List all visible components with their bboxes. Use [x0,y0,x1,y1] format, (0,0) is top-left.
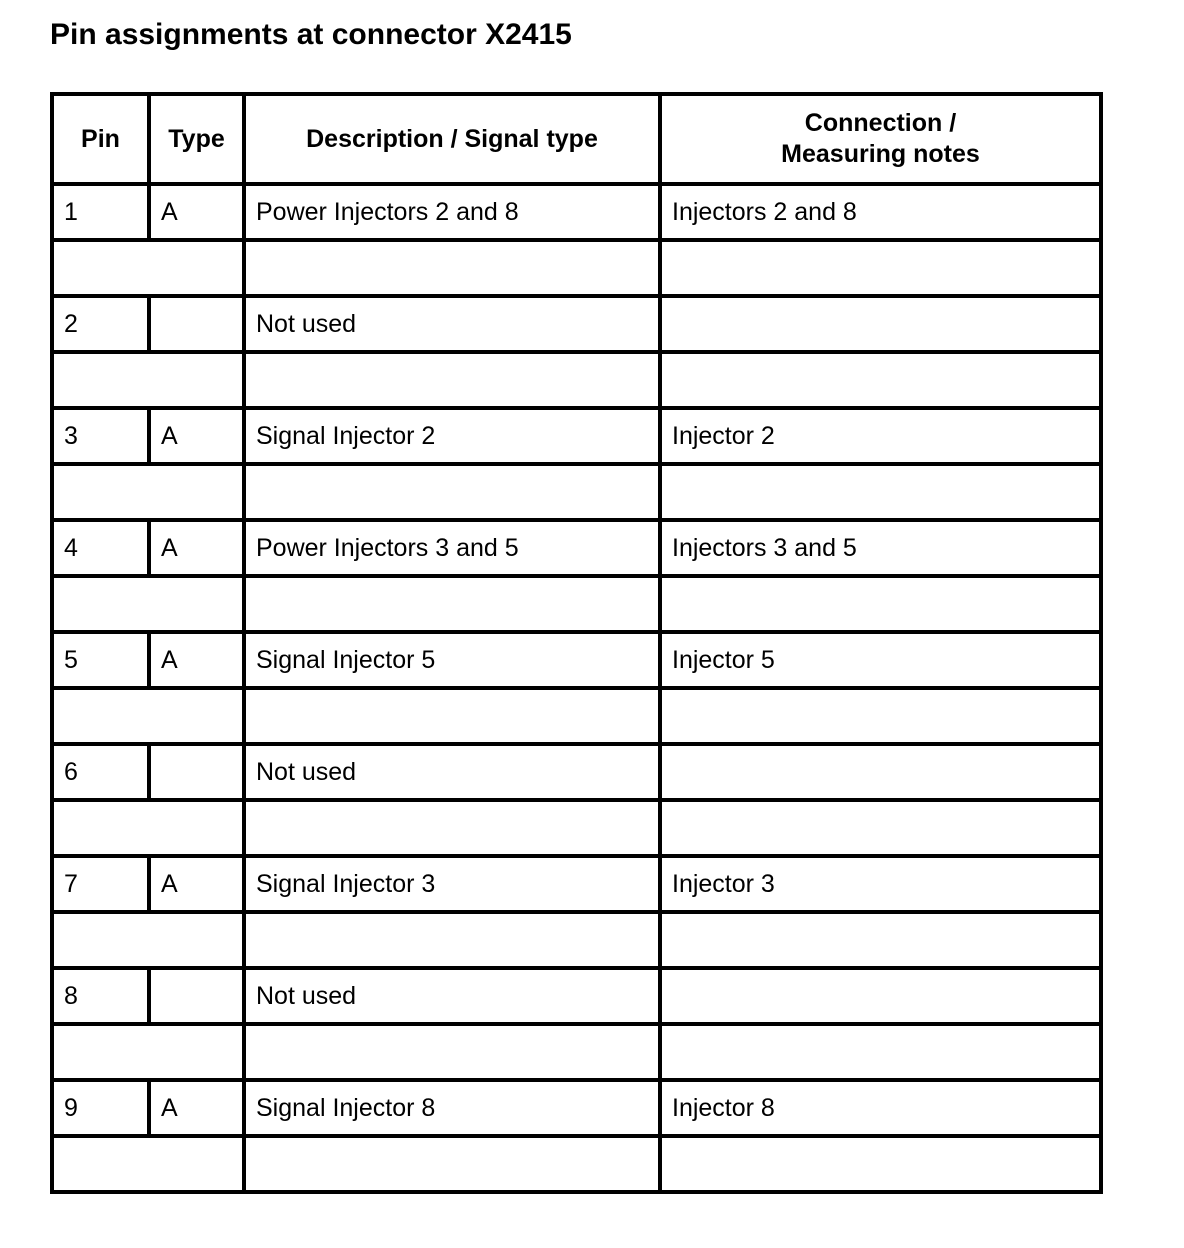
header-connection-line2: Measuring notes [781,140,980,168]
cell-type [149,744,244,800]
cell-description: Signal Injector 2 [244,408,660,464]
page-title: Pin assignments at connector X2415 [50,18,572,51]
blank-row [52,800,1101,856]
cell-type: A [149,408,244,464]
blank-cell [660,912,1101,968]
blank-row [52,576,1101,632]
table-row [52,296,1101,352]
cell-type [149,296,244,352]
cell-description: Not used [244,744,660,800]
cell-pin: 5 [52,632,149,688]
table-row [52,408,1101,464]
cell-type: A [149,632,244,688]
cell-pin: 1 [52,184,149,240]
cell-connection: Injectors 2 and 8 [660,184,1101,240]
table-row [52,744,1101,800]
cell-connection: Injectors 3 and 5 [660,520,1101,576]
blank-row [52,240,1101,296]
blank-cell [660,1136,1101,1192]
blank-cell [52,352,244,408]
blank-cell [660,576,1101,632]
header-connection-line1: Connection / [804,109,957,137]
blank-cell [660,352,1101,408]
pin-assignment-table [50,92,1103,1194]
header-type: Type [149,94,244,184]
blank-cell [52,464,244,520]
header-description: Description / Signal type [244,94,660,184]
cell-connection [660,968,1101,1024]
cell-connection [660,296,1101,352]
cell-type: A [149,856,244,912]
blank-cell [660,240,1101,296]
table-header-row [52,94,1101,184]
blank-cell [52,1024,244,1080]
blank-cell [52,1136,244,1192]
blank-row [52,1136,1101,1192]
blank-cell [244,352,660,408]
blank-row [52,688,1101,744]
header-connection [660,94,1101,184]
blank-row [52,464,1101,520]
cell-connection [660,744,1101,800]
cell-pin: 8 [52,968,149,1024]
blank-cell [660,800,1101,856]
cell-pin: 9 [52,1080,149,1136]
cell-description: Signal Injector 8 [244,1080,660,1136]
blank-cell [244,576,660,632]
cell-pin: 2 [52,296,149,352]
cell-description: Power Injectors 3 and 5 [244,520,660,576]
header-pin: Pin [52,94,149,184]
blank-row [52,352,1101,408]
cell-pin: 7 [52,856,149,912]
blank-cell [52,576,244,632]
blank-row [52,912,1101,968]
blank-cell [244,912,660,968]
cell-type: A [149,184,244,240]
blank-cell [660,1024,1101,1080]
cell-pin: 6 [52,744,149,800]
blank-cell [244,800,660,856]
table-row [52,632,1101,688]
blank-cell [52,240,244,296]
blank-cell [52,912,244,968]
blank-cell [52,800,244,856]
cell-connection: Injector 2 [660,408,1101,464]
blank-cell [244,240,660,296]
cell-pin: 3 [52,408,149,464]
cell-description: Signal Injector 5 [244,632,660,688]
cell-pin: 4 [52,520,149,576]
cell-description: Power Injectors 2 and 8 [244,184,660,240]
cell-type [149,968,244,1024]
table-row [52,184,1101,240]
blank-cell [244,688,660,744]
cell-connection: Injector 8 [660,1080,1101,1136]
blank-cell [244,1024,660,1080]
table-row [52,856,1101,912]
cell-type: A [149,1080,244,1136]
blank-cell [660,464,1101,520]
cell-description: Not used [244,296,660,352]
blank-cell [52,688,244,744]
cell-description: Not used [244,968,660,1024]
cell-type: A [149,520,244,576]
table-row [52,520,1101,576]
blank-cell [660,688,1101,744]
blank-row [52,1024,1101,1080]
blank-cell [244,464,660,520]
table-row [52,968,1101,1024]
cell-description: Signal Injector 3 [244,856,660,912]
cell-connection: Injector 3 [660,856,1101,912]
table-row [52,1080,1101,1136]
blank-cell [244,1136,660,1192]
cell-connection: Injector 5 [660,632,1101,688]
